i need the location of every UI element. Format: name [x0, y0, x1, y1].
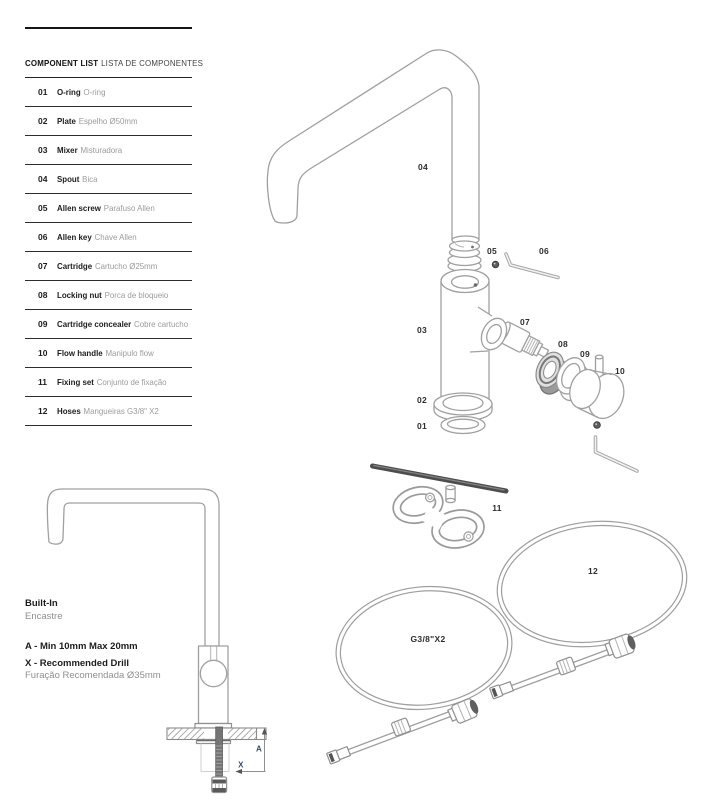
- component-name-pt: Conjunto de fixação: [96, 377, 167, 387]
- label-concealer-09: 09: [579, 349, 591, 359]
- component-number: 05: [38, 203, 48, 213]
- label-dimension-x: X: [238, 760, 244, 770]
- component-name-pt: Mangueiras G3/8" X2: [83, 406, 159, 416]
- label-hose-size: G3/8"X2: [410, 634, 446, 644]
- component-number: 02: [38, 116, 48, 126]
- label-hoses-12: 12: [587, 566, 599, 576]
- component-list-panel: [25, 27, 204, 426]
- component-name-en: Allen key: [57, 232, 92, 242]
- component-number: 09: [38, 319, 48, 329]
- component-row: [25, 310, 192, 339]
- component-number: 03: [38, 145, 48, 155]
- component-name-en: O-ring: [57, 87, 81, 97]
- component-number: 06: [38, 232, 48, 242]
- component-row: [25, 165, 192, 194]
- builtin-note-x-en: X - Recommended Drill: [25, 657, 129, 669]
- handle-allen-screw-drawing: [594, 422, 601, 429]
- hose-right-tip: [490, 681, 514, 699]
- component-number: 10: [38, 348, 48, 358]
- component-name-pt: Porca de bloqueio: [104, 290, 169, 300]
- component-row: [25, 136, 192, 165]
- component-number: 01: [38, 87, 48, 97]
- label-oring-01: 01: [416, 421, 428, 431]
- component-name-pt: Chave Allen: [94, 232, 137, 242]
- label-mixer-03: 03: [416, 325, 428, 335]
- fixing-set-11-drawing: [373, 466, 507, 548]
- spacer: [25, 623, 195, 641]
- component-name-en: Cartridge: [57, 261, 93, 271]
- component-name-pt: Parafuso Allen: [103, 203, 155, 213]
- label-cartridge-07: 07: [519, 317, 531, 327]
- component-list-title-en: COMPONENT LIST: [25, 58, 99, 68]
- label-flow-handle-10: 10: [614, 366, 626, 376]
- handle-allen-key-drawing: [596, 437, 638, 471]
- component-row: [25, 223, 192, 252]
- label-locking-nut-08: 08: [557, 339, 569, 349]
- component-name-en: Hoses: [57, 406, 81, 416]
- component-list-title-pt: LISTA DE COMPONENTES: [101, 58, 204, 68]
- component-row: [25, 339, 192, 368]
- hose-right-drawing: [490, 513, 692, 699]
- component-name-en: Allen screw: [57, 203, 101, 213]
- component-row: [25, 194, 192, 223]
- component-name-en: Mixer: [57, 145, 78, 155]
- label-dimension-a: A: [255, 744, 263, 754]
- component-number: 04: [38, 174, 48, 184]
- hose-left-tip: [327, 746, 351, 764]
- component-name-pt: Misturadora: [80, 145, 123, 155]
- component-name-pt: O-ring: [83, 87, 106, 97]
- component-name-pt: Bica: [82, 174, 98, 184]
- allen-key-06-drawing: [506, 254, 558, 278]
- component-number: 11: [38, 377, 47, 387]
- aerator-tip-drawing: [212, 777, 227, 793]
- label-allen-key-06: 06: [538, 246, 550, 256]
- component-name-pt: Espelho Ø50mm: [78, 116, 138, 126]
- component-name-en: Spout: [57, 174, 80, 184]
- spout-thread-rings-drawing: [448, 241, 481, 272]
- spout-04-drawing: [267, 50, 479, 244]
- component-row: [25, 368, 192, 397]
- fixing-pin-drawing: [446, 485, 455, 502]
- component-name-pt: Manipulo flow: [105, 348, 154, 358]
- component-name-en: Flow handle: [57, 348, 103, 358]
- builtin-note-a: A - Min 10mm Max 20mm: [25, 641, 138, 652]
- label-fixing-set-11: 11: [492, 503, 502, 513]
- builtin-notes: [25, 598, 195, 683]
- oring-01-drawing: [441, 417, 485, 434]
- component-number: 07: [38, 261, 48, 271]
- hose-left-drawing: [327, 580, 516, 764]
- component-number: 08: [38, 290, 48, 300]
- component-row: [25, 281, 192, 310]
- component-number: 12: [38, 406, 48, 416]
- component-name-en: Locking nut: [57, 290, 102, 300]
- component-row: [25, 252, 192, 281]
- label-allen-screw-05: 05: [486, 246, 498, 256]
- builtin-title-en: Built-In: [25, 598, 58, 609]
- component-name-pt: Cartucho Ø25mm: [94, 261, 158, 271]
- component-list-header: [25, 29, 204, 78]
- component-name-en: Cartridge concealer: [57, 319, 132, 329]
- component-row: [25, 78, 192, 107]
- fixing-rod-drawing: [373, 466, 507, 492]
- component-name-pt: Cobre cartucho: [134, 319, 189, 329]
- component-name-en: Plate: [57, 116, 76, 126]
- component-row: [25, 107, 192, 136]
- label-plate-02: 02: [416, 395, 428, 405]
- builtin-note-x-pt: Furação Recomendada Ø35mm: [25, 670, 161, 681]
- component-name-en: Fixing set: [57, 377, 94, 387]
- label-spout-04: 04: [417, 162, 429, 172]
- component-row: [25, 397, 192, 426]
- allen-screw-05-drawing: [492, 261, 498, 267]
- builtin-title-pt: Encastre: [25, 610, 63, 622]
